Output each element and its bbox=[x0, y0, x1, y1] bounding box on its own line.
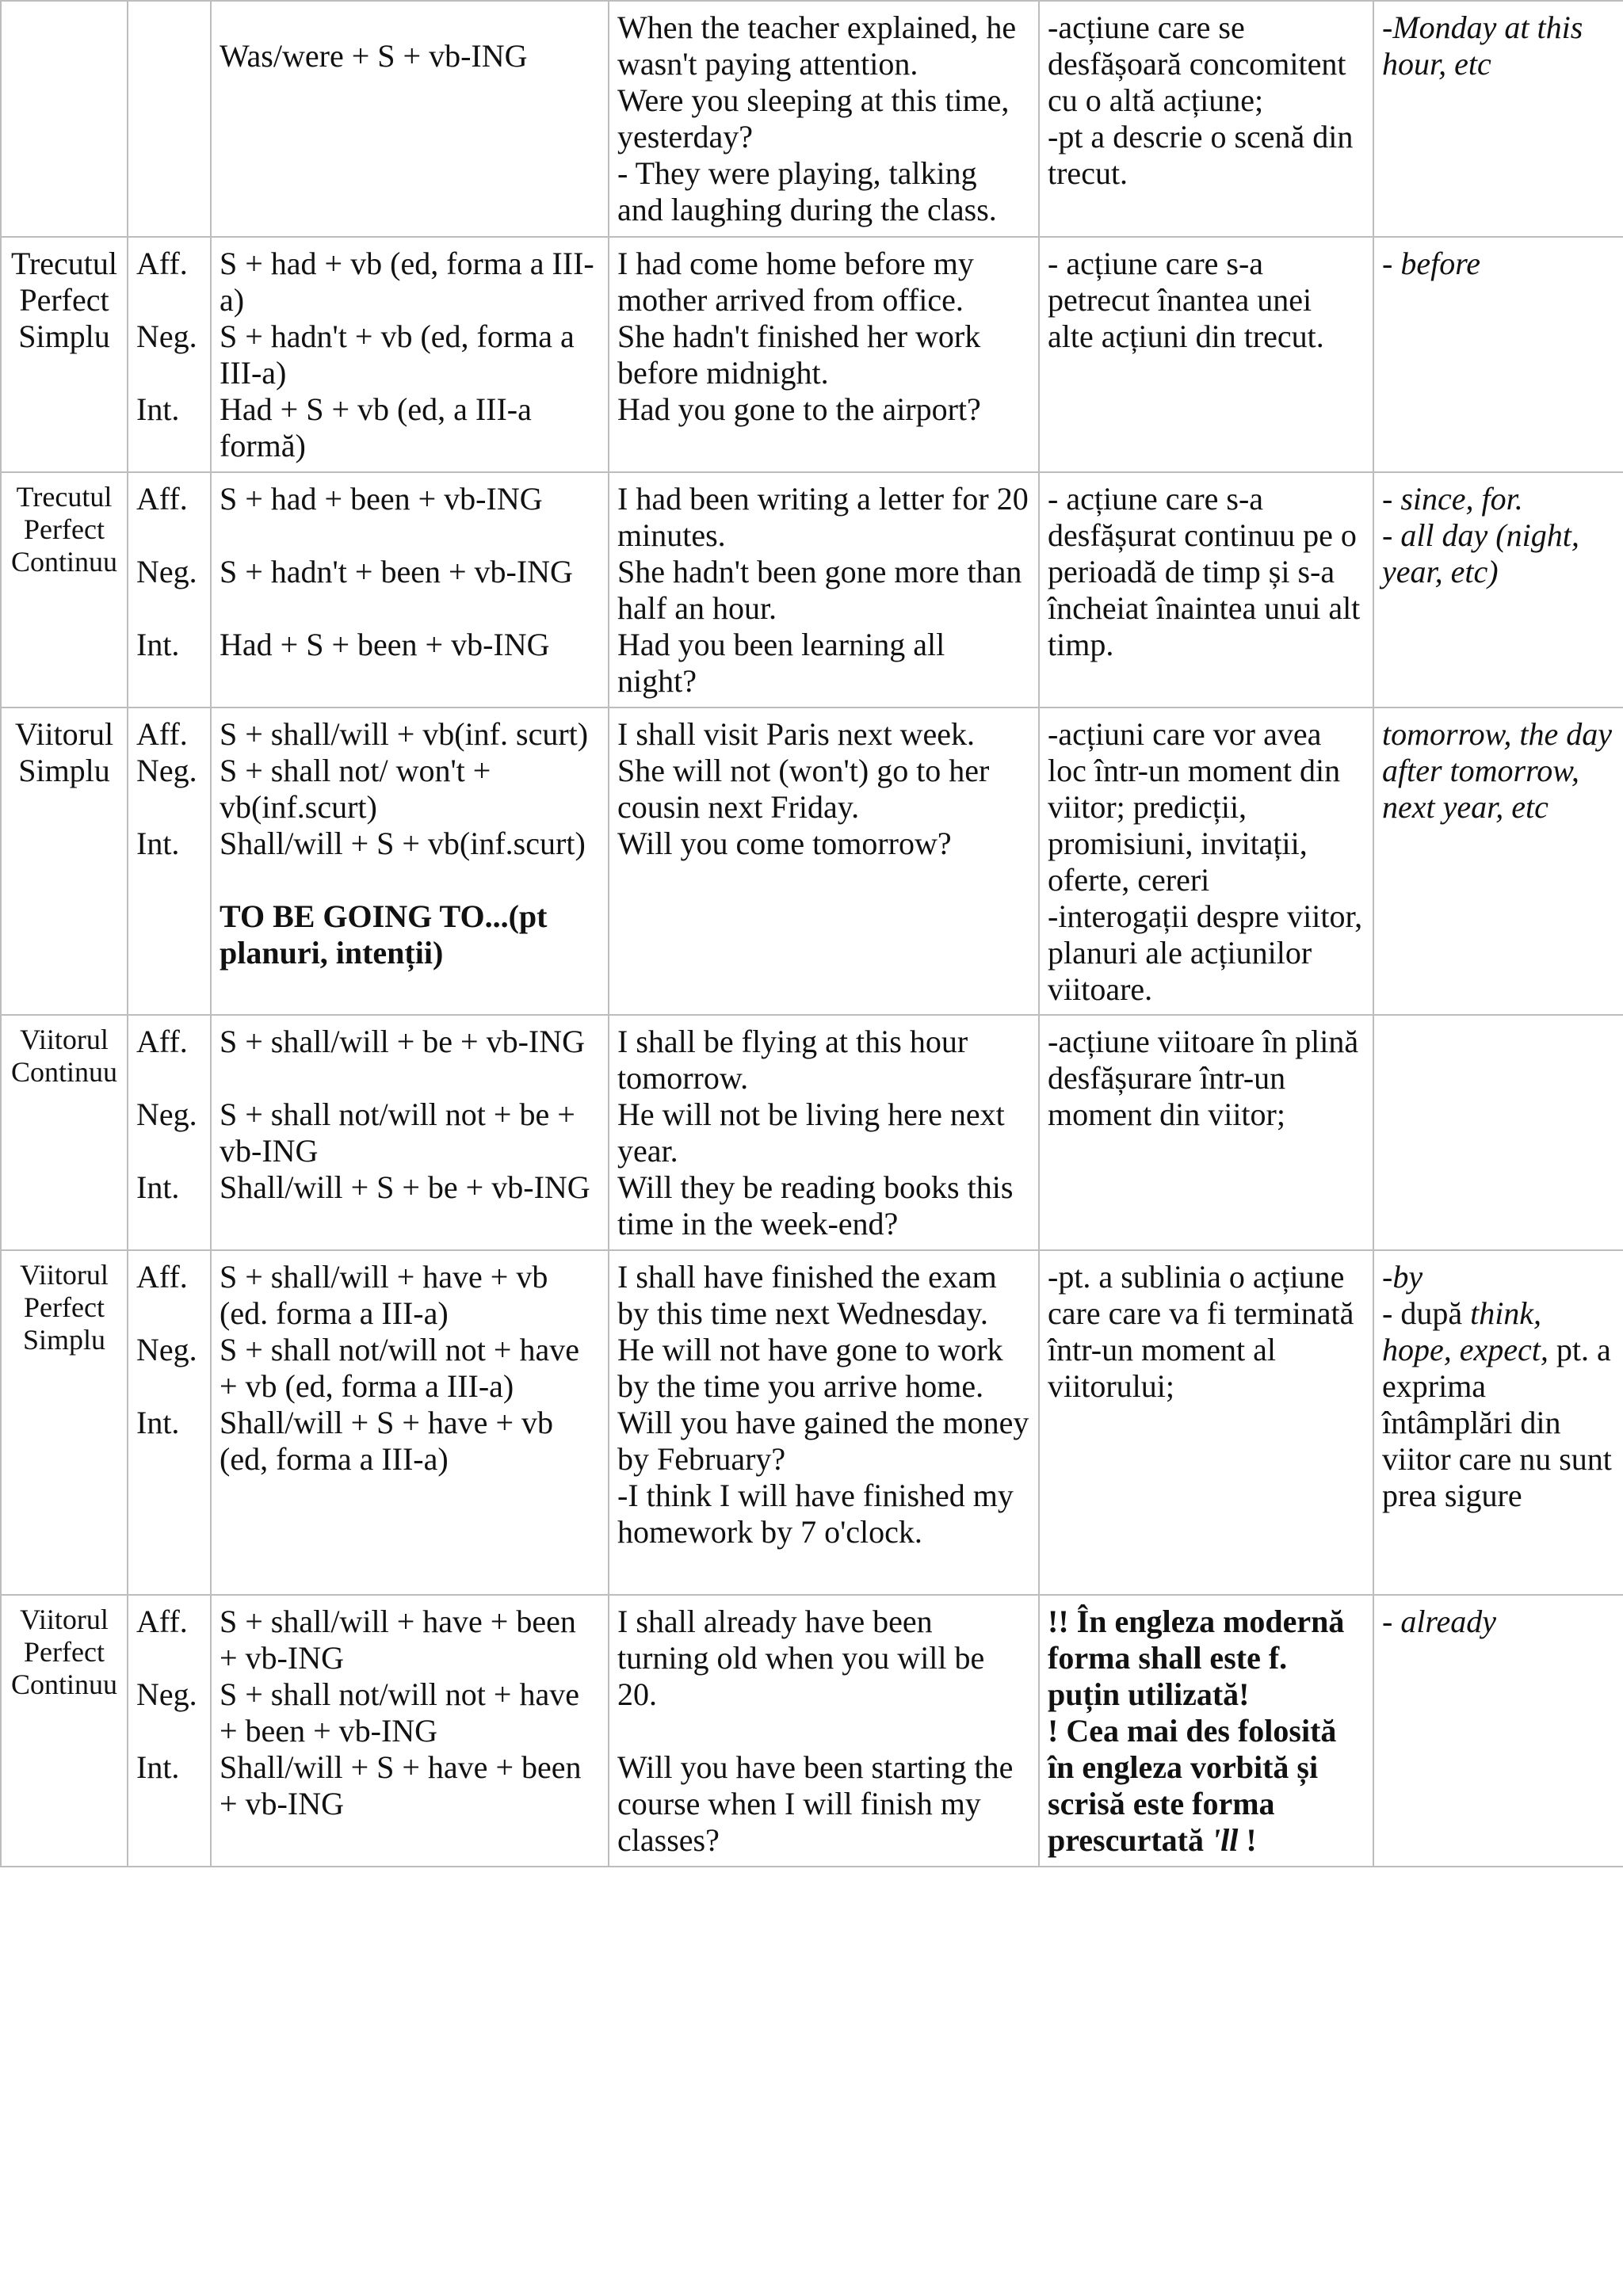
structure-line: Had + S + vb (ed, a III-a formă) bbox=[220, 391, 540, 463]
markers-cell bbox=[1373, 472, 1623, 707]
structure-line: S + shall/will + have + vb (ed. forma a III-a) bbox=[220, 1259, 556, 1331]
usage-cell bbox=[1039, 1015, 1373, 1250]
example-line: I shall already have been turning old when you will be 20. bbox=[617, 1604, 993, 1712]
form-label-int: Int. bbox=[136, 627, 180, 662]
form-labels-cell bbox=[128, 1015, 211, 1250]
structure-line: Was/were + S + vb-ING bbox=[220, 38, 528, 74]
example-line: I had come home before my mother arrived from office. bbox=[617, 246, 982, 318]
form-label-neg: Neg. bbox=[136, 554, 197, 589]
usage-cell bbox=[1039, 1250, 1373, 1595]
usage-line: -acțiune viitoare în plină desfășurare într-un moment din viitor; bbox=[1048, 1024, 1367, 1132]
tense-name-cell bbox=[1, 707, 128, 1015]
examples-cell bbox=[609, 707, 1039, 1015]
form-label-neg: Neg. bbox=[136, 1097, 197, 1132]
usage-cell bbox=[1039, 1, 1373, 237]
example-line: Were you sleeping at this time, yesterday? bbox=[617, 82, 1018, 154]
example-line: He will not have gone to work by the time you arrive home. bbox=[617, 1332, 1011, 1404]
markers-cell bbox=[1373, 237, 1623, 472]
table-row bbox=[1, 237, 1623, 472]
tense-name: Viitorul Perfect Simplu bbox=[20, 1259, 109, 1356]
form-label-aff: Aff. bbox=[136, 1604, 188, 1639]
structure-cell bbox=[211, 237, 609, 472]
examples-cell bbox=[609, 1, 1039, 237]
structure-cell bbox=[211, 1, 609, 237]
table-row bbox=[1, 1250, 1623, 1595]
structure-cell bbox=[211, 1595, 609, 1867]
table-row bbox=[1, 1, 1623, 237]
marker-line: tomorrow, the day after tomorrow, next year, etc bbox=[1382, 716, 1620, 825]
usage-cell bbox=[1039, 237, 1373, 472]
structure-line: S + had + been + vb-ING bbox=[220, 481, 543, 517]
usage-note bbox=[1048, 1713, 1365, 1859]
structure-line: S + shall/will + vb(inf. scurt) bbox=[220, 716, 589, 752]
form-label-int: Int. bbox=[136, 826, 180, 861]
form-label-neg: Neg. bbox=[136, 753, 197, 788]
tense-name: Viitorul Perfect Continuu bbox=[10, 1604, 117, 1700]
structure-line: Shall/will + S + have + been + vb-ING bbox=[220, 1749, 590, 1821]
marker-line: -Monday at this hour, etc bbox=[1382, 10, 1591, 82]
markers-cell bbox=[1373, 1595, 1623, 1867]
example-line: She hadn't been gone more than half an hour. bbox=[617, 554, 1030, 626]
structure-line: S + hadn't + vb (ed, forma a III-a) bbox=[220, 318, 582, 391]
structure-line: Shall/will + S + be + vb-ING bbox=[220, 1169, 590, 1205]
form-label-aff: Aff. bbox=[136, 1024, 188, 1059]
usage-line: - acțiune care s-a desfășurat continuu pe o perioadă de timp și s-a încheiat înaintea unui alt timp. bbox=[1048, 481, 1369, 662]
tense-name: Trecutul Perfect Continuu bbox=[10, 481, 117, 578]
example-line: She will not (won't) go to her cousin next Friday. bbox=[617, 753, 998, 825]
table-row bbox=[1, 707, 1623, 1015]
form-labels-cell bbox=[128, 1250, 211, 1595]
marker-line bbox=[1382, 1295, 1620, 1514]
usage-line: -acțiuni care vor avea loc într-un moment din viitor; predicții, promisiuni, invitații, oferte, cereri bbox=[1048, 716, 1349, 898]
tense-name-cell bbox=[1, 1250, 128, 1595]
usage-note: !! În engleza modernă forma shall este f. puțin utilizată! bbox=[1048, 1604, 1353, 1712]
structure-line: S + shall not/ won't + vb(inf.scurt) bbox=[220, 753, 499, 825]
example-line: Will you have been starting the course when I will finish my classes? bbox=[617, 1749, 1022, 1858]
example-line: I had been writing a letter for 20 minutes. bbox=[617, 481, 1037, 553]
structure-line: S + shall/will + have + been + vb-ING bbox=[220, 1604, 584, 1676]
tense-name-cell bbox=[1, 1595, 128, 1867]
marker-line: -by bbox=[1382, 1259, 1423, 1295]
markers-cell bbox=[1373, 1015, 1623, 1250]
marker-line: - all day (night, year, etc) bbox=[1382, 517, 1587, 589]
structure-cell bbox=[211, 472, 609, 707]
markers-cell bbox=[1373, 1, 1623, 237]
table-row bbox=[1, 472, 1623, 707]
structure-cell bbox=[211, 1015, 609, 1250]
table-row bbox=[1, 1595, 1623, 1867]
marker-suffix: pt. a exprima întâmplări din viitor care nu sunt prea sigure bbox=[1382, 1332, 1620, 1513]
tense-name-cell bbox=[1, 237, 128, 472]
structure-line: S + shall not/will not + have + been + vb-ING bbox=[220, 1676, 587, 1749]
usage-line: -acțiune care se desfășoară concomitent cu o altă acțiune; bbox=[1048, 10, 1354, 118]
marker-line: - already bbox=[1382, 1604, 1497, 1639]
example-line: I shall be flying at this hour tomorrow. bbox=[617, 1024, 976, 1096]
form-label-int: Int. bbox=[136, 391, 180, 427]
structure-line: S + shall not/will not + have + vb (ed, forma a III-a) bbox=[220, 1332, 587, 1404]
usage-line: -interogații despre viitor, planuri ale acțiunilor viitoare. bbox=[1048, 898, 1371, 1007]
structure-note-going-to: TO BE GOING TO...(pt planuri, intenții) bbox=[220, 898, 556, 971]
usage-note-end: ! bbox=[1238, 1822, 1257, 1858]
form-label-int: Int. bbox=[136, 1169, 180, 1205]
form-label-neg: Neg. bbox=[136, 1332, 197, 1367]
example-line: Will you come tomorrow? bbox=[617, 826, 952, 861]
usage-note-contraction: 'll bbox=[1212, 1822, 1239, 1858]
marker-line: - before bbox=[1382, 246, 1481, 281]
form-labels-cell bbox=[128, 707, 211, 1015]
examples-cell bbox=[609, 237, 1039, 472]
structure-line: S + had + vb (ed, forma a III-a) bbox=[220, 246, 594, 318]
form-labels-cell bbox=[128, 1595, 211, 1867]
form-labels-cell bbox=[128, 472, 211, 707]
example-line: I shall have finished the exam by this time next Wednesday. bbox=[617, 1259, 1005, 1331]
structure-line: S + shall not/will not + be + vb-ING bbox=[220, 1097, 583, 1169]
usage-line: -pt a descrie o scenă din trecut. bbox=[1048, 119, 1361, 191]
example-line: He will not be living here next year. bbox=[617, 1097, 1013, 1169]
tense-name-cell bbox=[1, 1, 128, 237]
structure-line: S + hadn't + been + vb-ING bbox=[220, 554, 573, 589]
markers-cell bbox=[1373, 1250, 1623, 1595]
marker-prefix: - după bbox=[1382, 1295, 1471, 1331]
form-label-aff: Aff. bbox=[136, 246, 188, 281]
markers-cell bbox=[1373, 707, 1623, 1015]
marker-verbs: think, hope, expect, bbox=[1382, 1295, 1550, 1367]
example-line: Will they be reading books this time in the week-end? bbox=[617, 1169, 1022, 1241]
structure-line: Shall/will + S + vb(inf.scurt) bbox=[220, 826, 586, 861]
structure-cell bbox=[211, 1250, 609, 1595]
example-line: - They were playing, talking and laughing during the class. bbox=[617, 155, 997, 227]
tense-name: Viitorul Continuu bbox=[10, 1024, 117, 1088]
structure-cell bbox=[211, 707, 609, 1015]
marker-line: - since, for. bbox=[1382, 481, 1523, 517]
form-label-neg: Neg. bbox=[136, 1676, 197, 1712]
form-label-int: Int. bbox=[136, 1749, 180, 1785]
example-line: Will you have gained the money by February? bbox=[617, 1405, 1037, 1477]
tense-name-cell bbox=[1, 472, 128, 707]
form-label-int: Int. bbox=[136, 1405, 180, 1440]
structure-line: S + shall/will + be + vb-ING bbox=[220, 1024, 585, 1059]
form-labels-cell bbox=[128, 237, 211, 472]
examples-cell bbox=[609, 1015, 1039, 1250]
structure-line: Shall/will + S + have + vb (ed, forma a III-a) bbox=[220, 1405, 561, 1477]
table-row bbox=[1, 1015, 1623, 1250]
example-line: Had you been learning all night? bbox=[617, 627, 953, 699]
example-line: She hadn't finished her work before midnight. bbox=[617, 318, 989, 391]
examples-cell bbox=[609, 1595, 1039, 1867]
form-labels-cell bbox=[128, 1, 211, 237]
form-label-aff: Aff. bbox=[136, 481, 188, 517]
form-label-aff: Aff. bbox=[136, 716, 188, 752]
form-label-aff: Aff. bbox=[136, 1259, 188, 1295]
usage-cell bbox=[1039, 1595, 1373, 1867]
examples-cell bbox=[609, 1250, 1039, 1595]
form-label-neg: Neg. bbox=[136, 318, 197, 354]
usage-line: - acțiune care s-a petrecut înantea unei alte acțiuni din trecut. bbox=[1048, 246, 1324, 354]
example-line: -I think I will have finished my homework by 7 o'clock. bbox=[617, 1478, 1022, 1550]
example-line: I shall visit Paris next week. bbox=[617, 716, 976, 752]
usage-cell bbox=[1039, 472, 1373, 707]
tense-name: Viitorul Simplu bbox=[14, 716, 114, 788]
tense-name-cell bbox=[1, 1015, 128, 1250]
tense-name: Trecutul Perfect Simplu bbox=[10, 246, 118, 354]
examples-cell bbox=[609, 472, 1039, 707]
structure-line: Had + S + been + vb-ING bbox=[220, 627, 550, 662]
usage-cell bbox=[1039, 707, 1373, 1015]
usage-note-text: ! Cea mai des folosită în engleza vorbită și scrisă este forma prescurtată bbox=[1048, 1713, 1345, 1858]
example-line: Had you gone to the airport? bbox=[617, 391, 981, 427]
example-line: When the teacher explained, he wasn't paying attention. bbox=[617, 10, 1025, 82]
usage-line: -pt. a sublinia o acțiune care care va fi terminată într-un moment al viitorului; bbox=[1048, 1259, 1362, 1404]
